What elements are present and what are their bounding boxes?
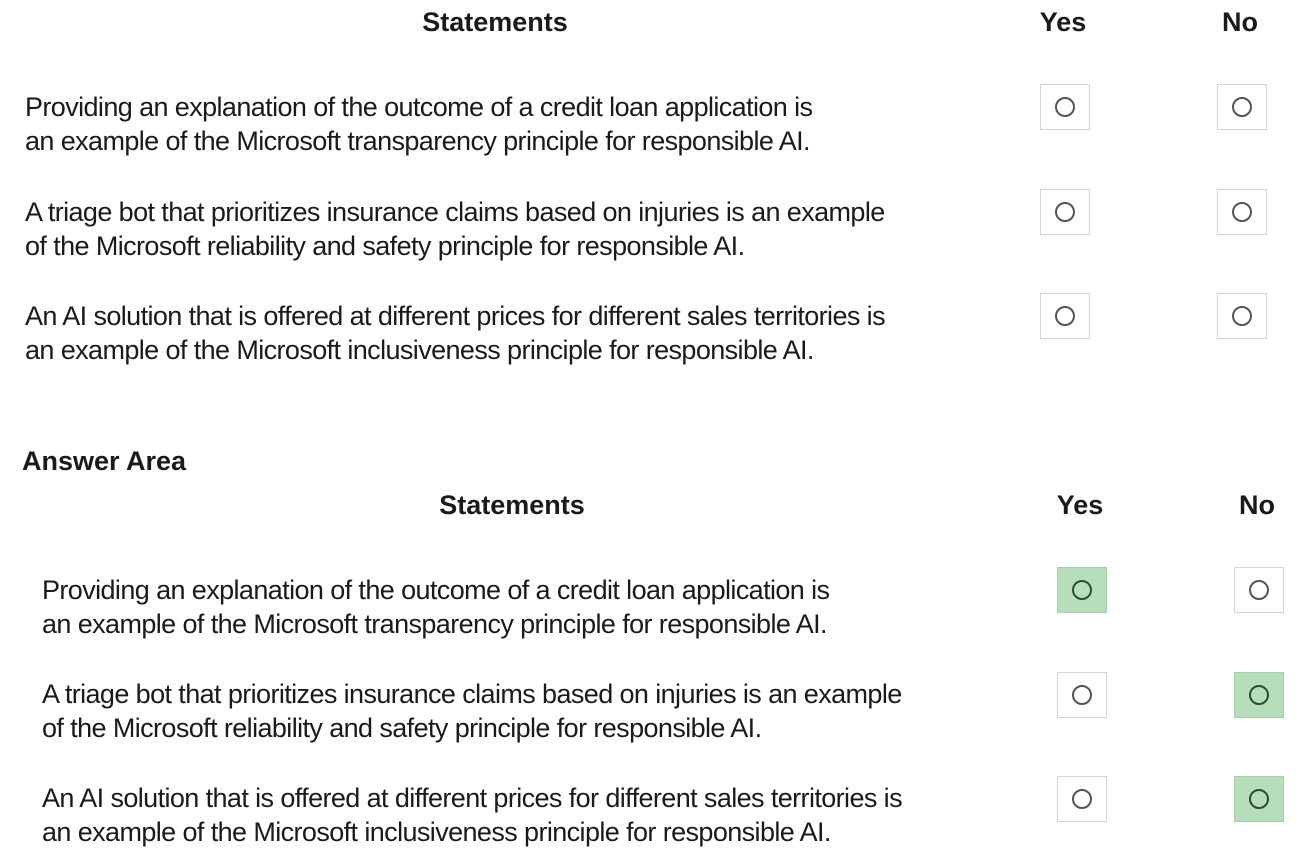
radio-circle-icon (1249, 789, 1269, 809)
statement-text (25, 299, 885, 367)
radio-circle-icon (1055, 306, 1075, 326)
radio-circle-icon (1232, 306, 1252, 326)
statement-line: A triage bot that prioritizes insurance claims based on injuries is an example (42, 679, 902, 709)
statements-header: Statements (422, 7, 568, 37)
statement-line: An AI solution that is offered at different prices for different sales territories is (25, 301, 885, 331)
no-header: No (1222, 7, 1258, 37)
statement-line: An AI solution that is offered at different prices for different sales territories is (42, 783, 902, 813)
answer-yes-header: Yes (1056, 490, 1104, 520)
yes-radio-button[interactable] (1040, 189, 1090, 235)
no-radio-button[interactable] (1217, 293, 1267, 339)
statement-line: an example of the Microsoft transparency principle for responsible AI. (25, 126, 810, 156)
no-radio-button[interactable] (1234, 776, 1284, 822)
radio-circle-icon (1249, 580, 1269, 600)
radio-circle-icon (1055, 97, 1075, 117)
statement-line: Providing an explanation of the outcome of a credit loan application is (42, 575, 830, 605)
no-radio-button[interactable] (1217, 189, 1267, 235)
statement-text (42, 781, 902, 849)
statement-line: Providing an explanation of the outcome of a credit loan application is (25, 92, 813, 122)
answer-no-header: No (1239, 490, 1275, 520)
yes-radio-button[interactable] (1057, 776, 1107, 822)
yes-radio-button[interactable] (1040, 84, 1090, 130)
no-radio-button[interactable] (1234, 672, 1284, 718)
radio-circle-icon (1072, 685, 1092, 705)
no-radio-button[interactable] (1217, 84, 1267, 130)
statement-text (25, 195, 885, 263)
radio-circle-icon (1055, 202, 1075, 222)
statement-line: of the Microsoft reliability and safety principle for responsible AI. (42, 713, 762, 743)
yes-radio-button[interactable] (1057, 672, 1107, 718)
answer-statements-header: Statements (439, 490, 585, 520)
statement-line: of the Microsoft reliability and safety principle for responsible AI. (25, 231, 745, 261)
radio-circle-icon (1232, 97, 1252, 117)
statement-text (42, 573, 829, 641)
statement-line: an example of the Microsoft inclusiveness principle for responsible AI. (42, 817, 831, 847)
statement-text (42, 677, 902, 745)
statement-text (25, 90, 812, 158)
radio-circle-icon (1249, 685, 1269, 705)
radio-circle-icon (1072, 789, 1092, 809)
statement-line: A triage bot that prioritizes insurance claims based on injuries is an example (25, 197, 885, 227)
no-radio-button[interactable] (1234, 567, 1284, 613)
yes-header: Yes (1039, 7, 1087, 37)
radio-circle-icon (1232, 202, 1252, 222)
answer-area-title: Answer Area (22, 446, 187, 476)
radio-circle-icon (1072, 580, 1092, 600)
yes-radio-button[interactable] (1057, 567, 1107, 613)
statement-line: an example of the Microsoft inclusiveness principle for responsible AI. (25, 335, 814, 365)
yes-radio-button[interactable] (1040, 293, 1090, 339)
statement-line: an example of the Microsoft transparency principle for responsible AI. (42, 609, 827, 639)
